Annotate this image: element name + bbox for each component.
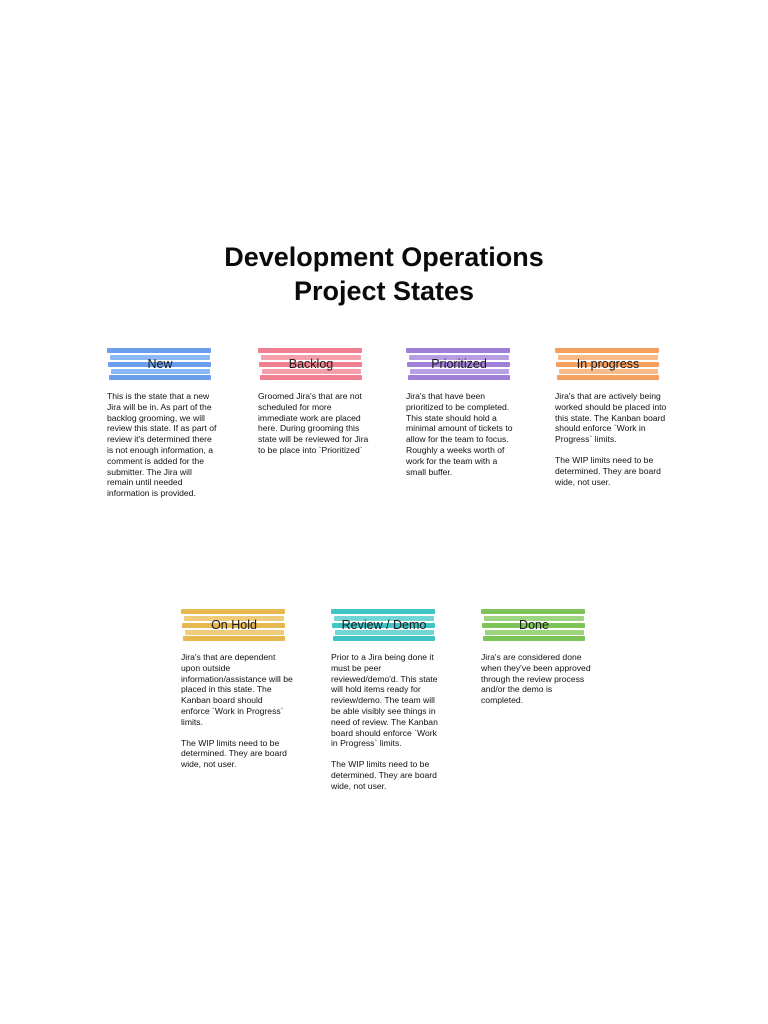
state-tag (557, 348, 659, 380)
description-paragraph: Jira's are considered done when they've been approved through the review process and/or the demo is completed. (481, 652, 591, 706)
state-card-in-progress (555, 348, 665, 497)
state-label: On Hold (211, 618, 257, 632)
state-label: Review / Demo (341, 618, 427, 632)
description-paragraph: Groomed Jira's that are not scheduled for more immediate work are placed here. During grooming this state will be reviewed for Jira to be place into `Prioritized` (258, 391, 369, 455)
state-tag (333, 609, 435, 641)
state-description (107, 391, 219, 499)
state-card-done (481, 609, 591, 716)
description-paragraph: Jira's that are dependent upon outside information/assistance will be placed in this state. The Kanban board should enforce `Work in Progress` limits. (181, 652, 293, 727)
state-description (258, 391, 370, 456)
state-description (331, 652, 443, 792)
state-card-on-hold (181, 609, 291, 780)
description-paragraph: The WIP limits need to be determined. They are board wide, not user. (555, 454, 661, 487)
description-paragraph: The WIP limits need to be determined. They are board wide, not user. (331, 759, 437, 791)
state-tag (483, 609, 585, 641)
description-paragraph: The WIP limits need to be determined. They are board wide, not user. (181, 737, 287, 770)
state-tag (408, 348, 510, 380)
state-card-backlog (258, 348, 368, 466)
state-card-new (107, 348, 217, 509)
description-paragraph: Jira's that have been prioritized to be completed. This state should hold a minimal amount of tickets to allow for the team to focus. Roughly a weeks worth of work for the team with a small buffer. (406, 391, 513, 477)
state-description (481, 652, 593, 706)
state-label: Prioritized (431, 357, 487, 371)
state-label: In progress (576, 357, 640, 371)
state-tag (109, 348, 211, 380)
state-card-review-demo (331, 609, 441, 802)
state-label: Done (519, 618, 549, 632)
state-description (406, 391, 518, 477)
page-title (0, 240, 768, 308)
description-paragraph: This is the state that a new Jira will be in. As part of the backlog grooming, we will review this state. If as part of review it's determined there is not enough information, a comment is added for the submitter. The Jira will remain until needed information is provided. (107, 391, 217, 499)
state-description (555, 391, 667, 487)
description-paragraph: Prior to a Jira being done it must be peer reviewed/demo'd. This state will hold items ready for review/demo. The team will be able visibly see things in need of review. The Kanban board should enforce `Work in Progress` limits. (331, 652, 438, 749)
state-description (181, 652, 293, 770)
state-card-prioritized (406, 348, 516, 487)
title-line-2: Project States (293, 276, 475, 306)
description-paragraph: Jira's that are actively being worked should be placed into this state. The Kanban board should enforce `Work in Progress` limits. (555, 391, 667, 445)
state-label: New (147, 357, 173, 371)
state-tag (183, 609, 285, 641)
state-label: Backlog (288, 357, 334, 371)
title-line-1: Development Operations (224, 242, 544, 272)
state-tag (260, 348, 362, 380)
